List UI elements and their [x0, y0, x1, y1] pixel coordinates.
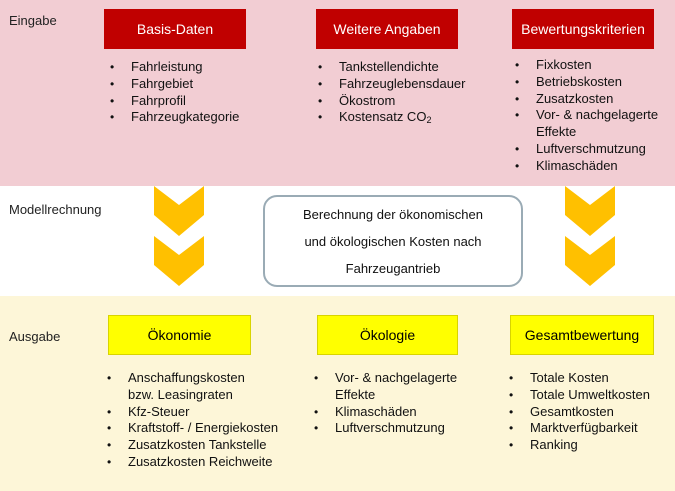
list-item-continuation: Effekte [335, 386, 376, 402]
list-item: • Zusatzkosten [514, 91, 658, 108]
header-basis-daten: Basis-Daten [104, 9, 246, 49]
list-weitere-angaben [317, 59, 465, 129]
list-item: • Kfz-Steuer [106, 404, 278, 421]
header-gesamtbewertung: Gesamtbewertung [510, 315, 654, 355]
list-item: • Luftverschmutzung [514, 141, 658, 158]
model-calculation-box [263, 195, 523, 287]
list-oekologie [313, 370, 457, 437]
list-item-continuation: Effekte [536, 124, 577, 140]
header-weitere-angaben: Weitere Angaben [316, 9, 458, 49]
list-item: • Zusatzkosten Reichweite [106, 454, 278, 471]
list-item: • Vor- & nachgelagerte [514, 107, 658, 124]
list-item: • Luftverschmutzung [313, 420, 457, 437]
list-item: • Fahrzeugkategorie [109, 109, 239, 126]
chevron-down-icon [154, 236, 204, 288]
chevron-down-icon [565, 186, 615, 238]
list-item: • Ranking [508, 437, 650, 454]
list-item: • Fahrleistung [109, 59, 239, 76]
list-item: • Fahrgebiet [109, 76, 239, 93]
list-item-text: Kostensatz CO [339, 109, 427, 125]
list-oekonomie [106, 370, 278, 471]
list-basis-daten [109, 59, 239, 126]
list-item: • Fixkosten [514, 57, 658, 74]
row-label-eingabe: Eingabe [9, 13, 57, 28]
list-gesamtbewertung [508, 370, 650, 454]
list-item: • Zusatzkosten Tankstelle [106, 437, 278, 454]
list-item-continuation: bzw. Leasingraten [128, 386, 233, 402]
list-item: • Fahrzeuglebensdauer [317, 76, 465, 93]
header-bewertungskriterien: Bewertungskriterien [512, 9, 654, 49]
list-item [317, 109, 465, 129]
header-oekologie: Ökologie [317, 315, 458, 355]
list-bewertungskriterien [514, 57, 658, 175]
list-item: • Gesamtkosten [508, 404, 650, 421]
list-item: • Betriebskosten [514, 74, 658, 91]
header-oekonomie: Ökonomie [108, 315, 251, 355]
list-item: • Klimaschäden [514, 158, 658, 175]
model-line-3: Fahrzeugantrieb [345, 260, 441, 276]
list-item: • Anschaffungskosten [106, 370, 278, 387]
list-item: • Klimaschäden [313, 404, 457, 421]
list-item: • Kraftstoff- / Energiekosten [106, 420, 278, 437]
row-label-ausgabe: Ausgabe [9, 329, 61, 344]
chevron-down-icon [565, 236, 615, 288]
list-item: • Fahrprofil [109, 93, 239, 110]
row-label-modell: Modellrechnung [9, 202, 102, 217]
list-item: • Tankstellendichte [317, 59, 465, 76]
list-item: • Ökostrom [317, 93, 465, 110]
list-item: • Totale Umweltkosten [508, 387, 650, 404]
model-line-1: Berechnung der ökonomischen [303, 206, 483, 222]
chevron-down-icon [154, 186, 204, 238]
list-item: • Vor- & nachgelagerte [313, 370, 457, 387]
list-item: • Totale Kosten [508, 370, 650, 387]
list-item: • Marktverfügbarkeit [508, 420, 650, 437]
co2-subscript: 2 [426, 115, 432, 126]
model-line-2: und ökologischen Kosten nach [304, 233, 482, 249]
